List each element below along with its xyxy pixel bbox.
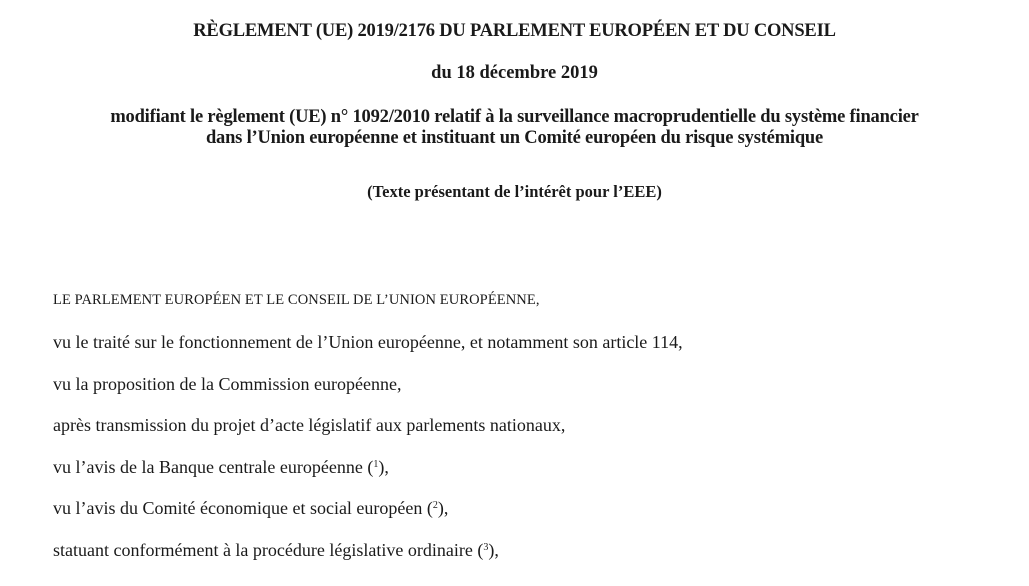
- regulation-date: du 18 décembre 2019: [431, 63, 598, 83]
- eee-relevance-note: (Texte présentant de l’intérêt pour l’EEE): [367, 182, 662, 201]
- subject-line-1: modifiant le règlement (UE) n° 1092/2010 relatif à la surveillance macroprudentielle du système financier: [110, 107, 919, 127]
- citation-national-parliaments: après transmission du projet d’acte législatif aux parlements nationaux,: [53, 415, 566, 435]
- citation-ecb-opinion: vu l’avis de la Banque centrale européenne ($^1$),: [53, 457, 389, 477]
- citation-commission-proposal: vu la proposition de la Commission européenne,: [53, 374, 402, 394]
- footnote-ref-1[interactable]: 1: [373, 459, 379, 470]
- citation-treaty: vu le traité sur le fonctionnement de l’Union européenne, et notamment son article 114,: [53, 332, 683, 352]
- subject-line-2: dans l’Union européenne et instituant un Comité européen du risque systémique: [205, 128, 824, 148]
- footnote-ref-2[interactable]: 2: [432, 500, 438, 511]
- regulation-title: RÈGLEMENT (UE) 2019/2176 DU PARLEMENT EUROPÉEN ET DU CONSEIL: [193, 21, 836, 41]
- footnote-ref-3[interactable]: 3: [483, 542, 489, 553]
- preamble-intro: LE PARLEMENT EUROPÉEN ET LE CONSEIL DE L’UNION EUROPÉENNE,: [53, 292, 540, 308]
- citation-legislative-procedure: statuant conformément à la procédure législative ordinaire ($^3$),: [53, 540, 499, 560]
- regulation-subject: [0, 107, 1029, 149]
- citation-eesc-opinion: vu l’avis du Comité économique et social européen ($^2$),: [53, 498, 449, 518]
